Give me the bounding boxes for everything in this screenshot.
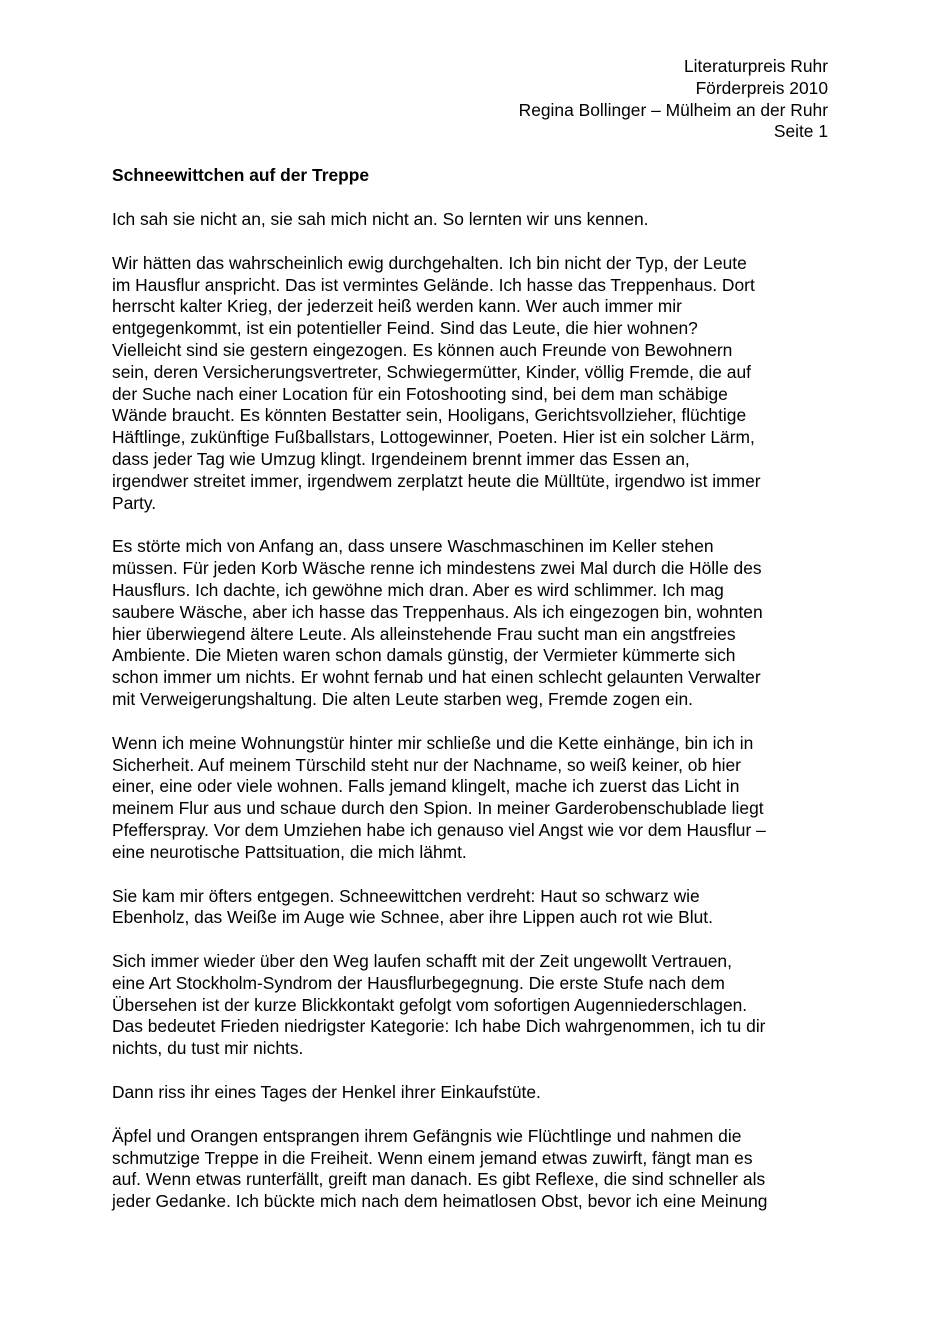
paragraph [112, 209, 828, 231]
document-body [112, 209, 828, 1213]
document-title: Schneewittchen auf der Treppe [112, 165, 370, 186]
header-line: Seite 1 [773, 121, 828, 142]
document-page [112, 56, 828, 1213]
text-line: Häftlinge, zukünftige Fußballstars, Lottogewinner, Poeten. Hier ist ein solcher Lärm, [112, 427, 755, 448]
text-line: Vielleicht sind sie gestern eingezogen. Es können auch Freunde von Bewohnern [112, 339, 733, 360]
text-line: nichts, du tust mir nichts. [112, 1038, 304, 1059]
text-line: hier überwiegend ältere Leute. Als alleinstehende Frau sucht man ein angstfreies [112, 623, 736, 644]
text-line: Sie kam mir öfters entgegen. Schneewittchen verdreht: Haut so schwarz wie [112, 885, 700, 906]
text-line: schmutzige Treppe in die Freiheit. Wenn einem jemand etwas zuwirft, fängt man es [112, 1147, 753, 1168]
text-line: Es störte mich von Anfang an, dass unsere Waschmaschinen im Keller stehen [112, 536, 714, 557]
page-header [112, 56, 828, 143]
text-line: Pfefferspray. Vor dem Umziehen habe ich genauso viel Angst wie vor dem Hausflur – [112, 819, 766, 840]
paragraph [112, 1126, 828, 1213]
text-line: Party. [112, 492, 157, 513]
text-line: Das bedeutet Frieden niedrigster Kategorie: Ich habe Dich wahrgenommen, ich tu dir [112, 1016, 766, 1037]
text-line: Ambiente. Die Mieten waren schon damals günstig, der Vermieter kümmerte sich [112, 645, 736, 666]
paragraph [112, 536, 828, 710]
text-line: Übersehen ist der kurze Blickkontakt gefolgt vom sofortigen Augenniederschlagen. [112, 994, 748, 1015]
text-line: Sicherheit. Auf meinem Türschild steht nur der Nachname, so weiß keiner, ob hier [112, 754, 741, 775]
paragraph [112, 1082, 828, 1104]
text-line: einer, eine oder viele wohnen. Falls jemand klingelt, mache ich zuerst das Licht in [112, 776, 740, 797]
text-line: mit Verweigerungshaltung. Die alten Leute starben weg, Fremde zogen ein. [112, 688, 693, 709]
header-line: Regina Bollinger – Mülheim an der Ruhr [518, 99, 828, 120]
text-line: entgegenkommt, ist ein potentieller Feind. Sind das Leute, die hier wohnen? [112, 318, 698, 339]
text-line: herrscht kalter Krieg, der jederzeit heiß werden kann. Wer auch immer mir [112, 296, 682, 317]
header-line: Literaturpreis Ruhr [683, 56, 828, 76]
text-line: schon immer um nichts. Er wohnt fernab und hat einen schlecht gelaunten Verwalter [112, 667, 761, 688]
text-line: Wir hätten das wahrscheinlich ewig durchgehalten. Ich bin nicht der Typ, der Leute [112, 252, 747, 273]
text-line: irgendwer streitet immer, irgendwem zerplatzt heute die Mülltüte, irgendwo ist immer [112, 470, 761, 491]
text-line: jeder Gedanke. Ich bückte mich nach dem heimatlosen Obst, bevor ich eine Meinung [112, 1191, 768, 1212]
text-line: müssen. Für jeden Korb Wäsche renne ich mindestens zwei Mal durch die Hölle des [112, 558, 762, 579]
text-line: im Hausflur anspricht. Das ist vermintes Gelände. Ich hasse das Treppenhaus. Dort [112, 274, 755, 295]
text-line: dass jeder Tag wie Umzug klingt. Irgendeinem brennt immer das Essen an, [112, 448, 690, 469]
text-line: Ebenholz, das Weiße im Auge wie Schnee, aber ihre Lippen auch rot wie Blut. [112, 907, 713, 928]
paragraph [112, 886, 828, 930]
text-line: saubere Wäsche, aber ich hasse das Treppenhaus. Als ich eingezogen bin, wohnten [112, 601, 763, 622]
text-line: Hausflurs. Ich dachte, ich gewöhne mich dran. Aber es wird schlimmer. Ich mag [112, 579, 724, 600]
text-line: auf. Wenn etwas runterfällt, greift man danach. Es gibt Reflexe, die sind schneller als [112, 1169, 766, 1190]
text-line: Dann riss ihr eines Tages der Henkel ihrer Einkaufstüte. [112, 1082, 541, 1103]
text-line: Äpfel und Orangen entsprangen ihrem Gefängnis wie Flüchtlinge und nahmen die [112, 1125, 742, 1146]
text-line: Ich sah sie nicht an, sie sah mich nicht an. So lernten wir uns kennen. [112, 208, 649, 229]
text-line: eine Art Stockholm-Syndrom der Hausflurbegegnung. Die erste Stufe nach dem [112, 972, 725, 993]
paragraph [112, 733, 828, 864]
text-line: der Suche nach einer Location für ein Fotoshooting sind, bei dem man schäbige [112, 383, 728, 404]
text-line: Wände braucht. Es könnten Bestatter sein, Hooligans, Gerichtsvollzieher, flüchtige [112, 405, 747, 426]
text-line: meinem Flur aus und schaue durch den Spion. In meiner Garderobenschublade liegt [112, 798, 764, 819]
text-line: Sich immer wieder über den Weg laufen schafft mit der Zeit ungewollt Vertrauen, [112, 951, 732, 972]
paragraph [112, 253, 828, 515]
text-line: eine neurotische Pattsituation, die mich lähmt. [112, 841, 467, 862]
text-line: sein, deren Versicherungsvertreter, Schwiegermütter, Kinder, völlig Fremde, die auf [112, 361, 751, 382]
header-line: Förderpreis 2010 [695, 77, 828, 98]
text-line: Wenn ich meine Wohnungstür hinter mir schließe und die Kette einhänge, bin ich in [112, 732, 754, 753]
paragraph [112, 951, 828, 1060]
